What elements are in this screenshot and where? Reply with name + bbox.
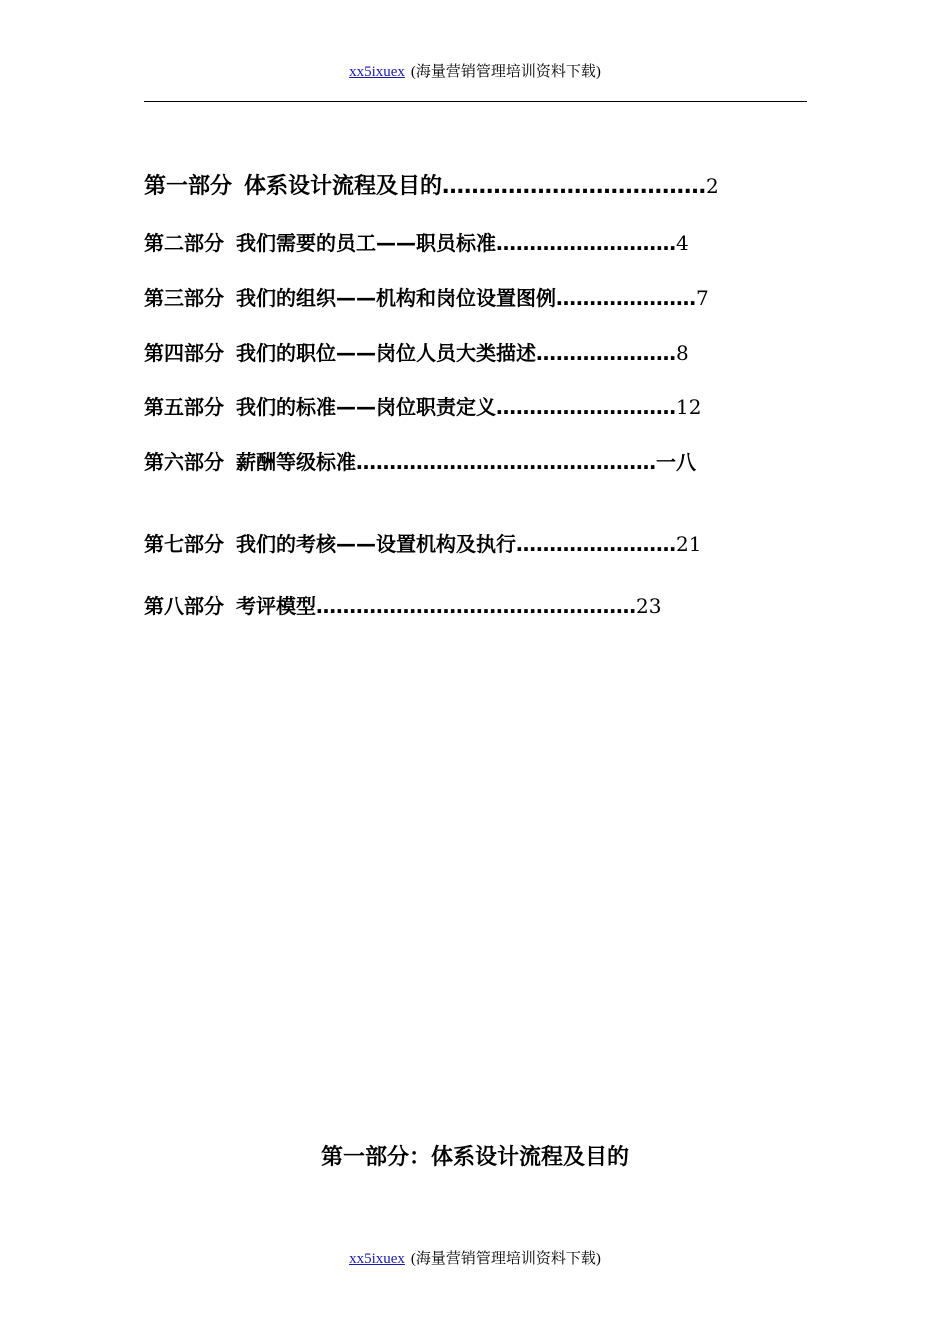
toc-page: 2 bbox=[706, 174, 719, 198]
toc-title: 我们的标准——岗位职责定义 bbox=[236, 395, 496, 419]
footer-link[interactable]: xx5ixuex bbox=[349, 1251, 405, 1267]
toc-entry-2[interactable] bbox=[144, 229, 807, 257]
toc-entry-4[interactable] bbox=[144, 339, 807, 367]
toc-entry-8[interactable] bbox=[144, 592, 807, 620]
toc-dots: ……………………………………… bbox=[356, 450, 656, 474]
toc-part: 第三部分 bbox=[144, 286, 224, 310]
toc-dots: ……………………………… bbox=[442, 174, 707, 199]
toc-page: 21 bbox=[676, 532, 702, 556]
toc-page: 7 bbox=[696, 286, 709, 310]
toc-page: 8 bbox=[676, 341, 689, 365]
toc-title: 我们的组织——机构和岗位设置图例 bbox=[236, 286, 556, 310]
footer-note: (海量营销管理培训资料下载) bbox=[410, 1251, 601, 1267]
toc-title: 薪酬等级标准 bbox=[236, 450, 356, 474]
toc-part: 第四部分 bbox=[144, 341, 224, 365]
toc-part: 第六部分 bbox=[144, 450, 224, 474]
toc-part: 第一部分 bbox=[144, 174, 233, 199]
toc-part: 第七部分 bbox=[144, 532, 224, 556]
page-header bbox=[0, 62, 950, 82]
toc-dots: ……………………… bbox=[496, 395, 676, 419]
toc-entry-3[interactable] bbox=[144, 284, 807, 312]
toc-part: 第五部分 bbox=[144, 395, 224, 419]
toc-title: 体系设计流程及目的 bbox=[244, 174, 443, 199]
toc-title: 我们的职位——岗位人员大类描述 bbox=[236, 341, 536, 365]
toc-dots: ……………………… bbox=[496, 231, 676, 255]
toc-title: 考评模型 bbox=[236, 594, 316, 618]
toc-page: 一八 bbox=[656, 450, 696, 474]
toc-entry-6[interactable] bbox=[144, 448, 807, 476]
toc-entry-7[interactable] bbox=[144, 530, 807, 558]
toc-page: 12 bbox=[676, 395, 702, 419]
toc-dots: ………………… bbox=[536, 341, 676, 365]
toc-entry-1[interactable] bbox=[144, 172, 807, 201]
toc-dots: ………………… bbox=[556, 286, 696, 310]
header-link[interactable]: xx5ixuex bbox=[349, 64, 405, 80]
section-title: 第一部分：体系设计流程及目的 bbox=[320, 1145, 629, 1170]
header-note: (海量营销管理培训资料下载) bbox=[410, 64, 601, 80]
toc-title: 我们的考核——设置机构及执行 bbox=[236, 532, 516, 556]
page-footer bbox=[0, 1249, 950, 1269]
toc-dots: …………………… bbox=[516, 532, 676, 556]
toc-page: 23 bbox=[636, 594, 662, 618]
header-rule bbox=[144, 101, 807, 102]
toc-title: 我们需要的员工——职员标准 bbox=[236, 231, 496, 255]
toc-entry-5[interactable] bbox=[144, 393, 807, 421]
toc-part: 第二部分 bbox=[144, 231, 224, 255]
toc-page: 4 bbox=[676, 231, 689, 255]
toc-dots: ………………………………………… bbox=[316, 594, 636, 618]
toc-part: 第八部分 bbox=[144, 594, 224, 618]
